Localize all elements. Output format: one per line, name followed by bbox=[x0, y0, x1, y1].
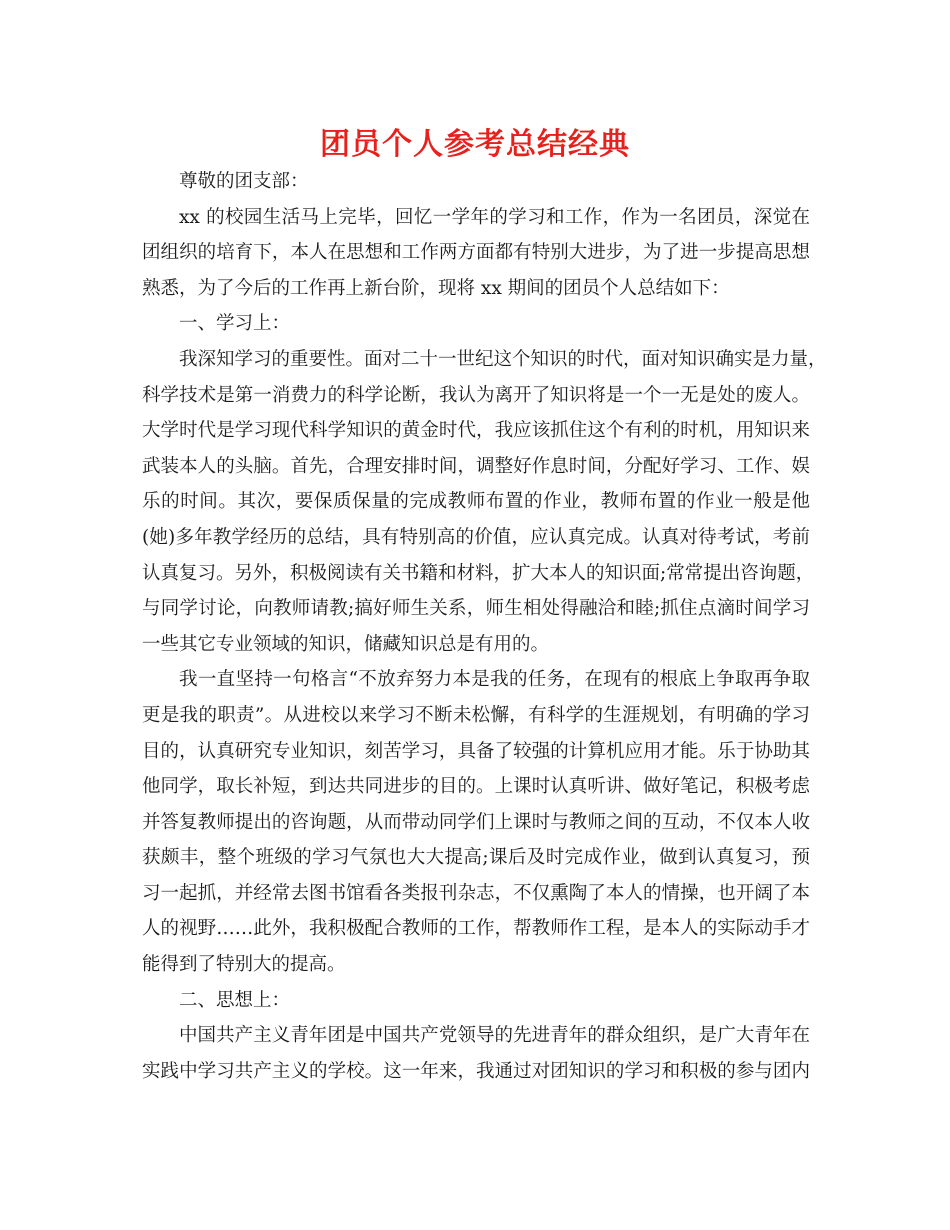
paragraph-line: 熟悉，为了今后的工作再上新台阶，现将 xx 期间的团员个人总结如下： bbox=[142, 277, 730, 299]
paragraph-line: 大学时代是学习现代科学知识的黄金时代，我应该抓住这个有利的时机，用知识来 bbox=[142, 420, 810, 442]
paragraph-line: 我一直坚持一句格言“不放弃努力本是我的任务，在现有的根底上争取再争取 bbox=[179, 669, 810, 691]
paragraph-line: 团组织的培育下，本人在思想和工作两方面都有特别大进步，为了进一步提高思想 bbox=[142, 242, 810, 264]
paragraph-line: 人的视野……此外，我积极配合教师的工作，帮教师作工程，是本人的实际动手才 bbox=[142, 918, 810, 940]
paragraph-line: 目的，认真研究专业知识，刻苦学习，具备了较强的计算机应用才能。乐于协助其 bbox=[142, 740, 810, 762]
paragraph-line: 我深知学习的重要性。面对二十一世纪这个知识的时代，面对知识确实是力量， bbox=[179, 348, 827, 370]
study-paragraph-2 bbox=[142, 662, 810, 982]
paragraph-line: 实践中学习共产主义的学校。这一年来，我通过对团知识的学习和积极的参与团内 bbox=[142, 1060, 810, 1082]
paragraph-line: 与同学讨论，向教师请教;搞好师生关系，师生相处得融洽和睦;抓住点滴时间学习 bbox=[142, 598, 810, 620]
paragraph-line: 获颇丰，整个班级的学习气氛也大大提高;课后及时完成作业，做到认真复习，预 bbox=[142, 847, 810, 869]
paragraph-line: 能得到了特别大的提高。 bbox=[142, 954, 346, 976]
document-body bbox=[142, 164, 827, 1089]
paragraph-line: 认真复习。另外，积极阅读有关书籍和材料，扩大本人的知识面;常常提出咨询题， bbox=[142, 562, 815, 584]
section-heading-study: 一、学习上： bbox=[179, 313, 291, 335]
section-heading-thought: 二、思想上： bbox=[179, 989, 291, 1011]
intro-paragraph bbox=[142, 200, 810, 307]
paragraph-line: 习一起抓，并经常去图书馆看各类报刊杂志，不仅熏陶了本人的情操，也开阔了本 bbox=[142, 882, 810, 904]
paragraph-line: 乐的时间。其次，要保质保量的完成教师布置的作业，教师布置的作业一般是他 bbox=[142, 491, 810, 513]
document-title: 团员个人参考总结经典 bbox=[320, 127, 630, 162]
paragraph-line: (她)多年教学经历的总结，具有特别高的价值，应认真完成。认真对待考试，考前 bbox=[142, 526, 810, 548]
paragraph-line: 武装本人的头脑。首先，合理安排时间，调整好作息时间，分配好学习、工作、娱 bbox=[142, 455, 810, 477]
paragraph-line: xx 的校园生活马上完毕，回忆一学年的学习和工作，作为一名团员，深觉在 bbox=[179, 206, 810, 228]
paragraph-line: 他同学，取长补短，到达共同进步的目的。上课时认真听讲、做好笔记，积极考虑 bbox=[142, 776, 810, 798]
paragraph-line: 一些其它专业领域的知识，储藏知识总是有用的。 bbox=[142, 633, 550, 655]
paragraph-line: 中国共产主义青年团是中国共产党领导的先进青年的群众组织，是广大青年在 bbox=[179, 1025, 810, 1047]
paragraph-line: 科学技术是第一消费力的科学论断，我认为离开了知识将是一个一无是处的废人。 bbox=[142, 384, 810, 406]
study-paragraph-1 bbox=[142, 342, 827, 662]
paragraph-line: 并答复教师提出的咨询题，从而带动同学们上课时与教师之间的互动，不仅本人收 bbox=[142, 811, 810, 833]
salutation: 尊敬的团支部： bbox=[179, 171, 309, 192]
thought-paragraph-1 bbox=[142, 1018, 810, 1089]
paragraph-line: 更是我的职责”。从进校以来学习不断未松懈，有科学的生涯规划，有明确的学习 bbox=[142, 704, 810, 726]
